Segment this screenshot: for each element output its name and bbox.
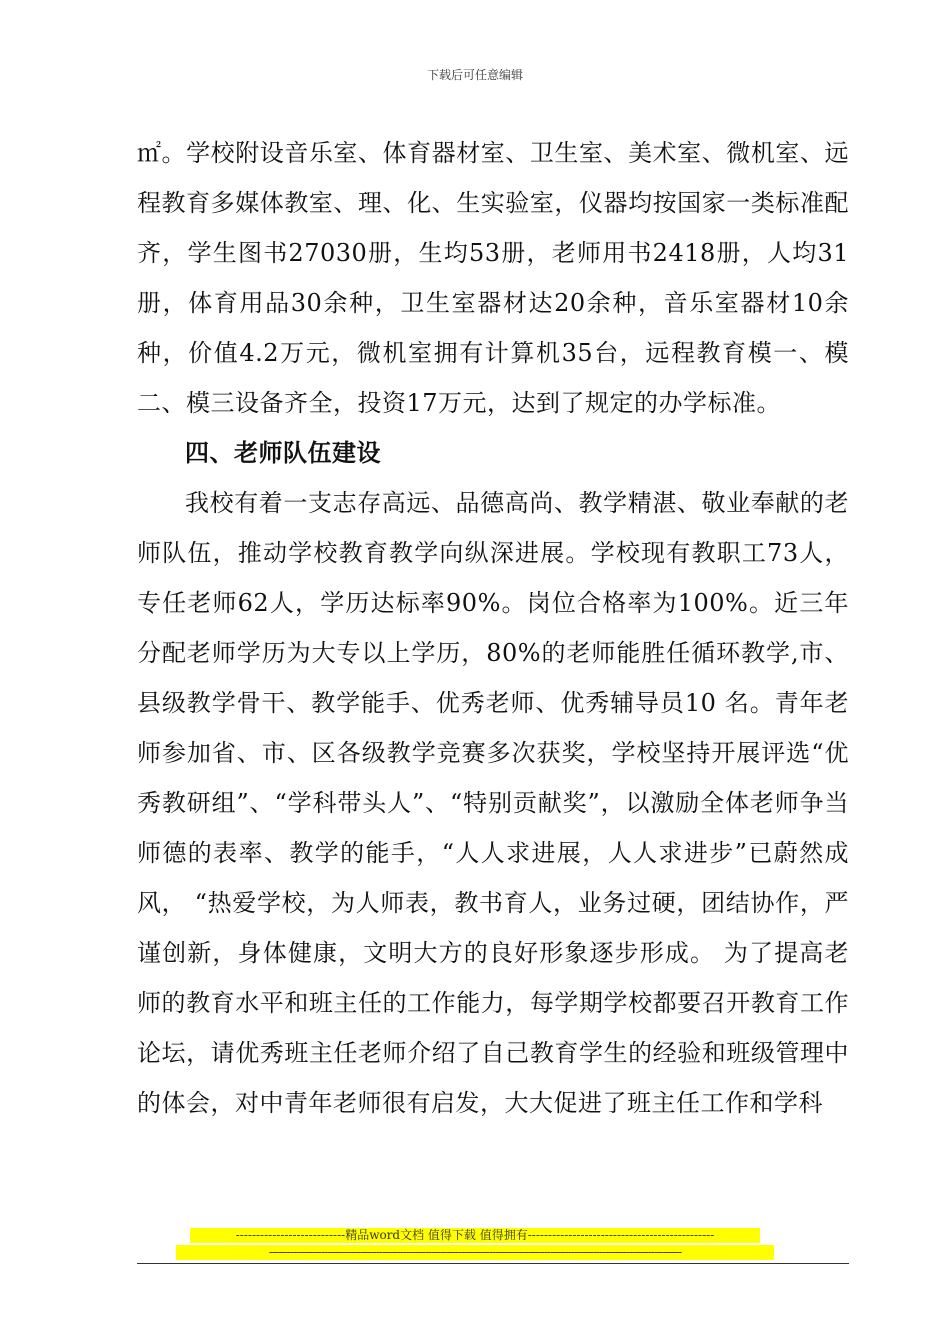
- footer-line-2: ---------------------------------------------------------------------------------------------------------------------------------------: [176, 1245, 774, 1260]
- page-header: 下载后可任意编辑: [426, 68, 523, 82]
- paragraph-facilities: ㎡。学校附设音乐室、体育器材室、卫生室、美术室、微机室、远程教育多媒体教室、理、化、生实验室，仪器均按国家一类标准配齐，学生图书27030册，生均53册，老师用书2418册，人均31册，体育用品30余种，卫生室器材达20余种，音乐室器材10余种，价值4.2万元，微机室拥有计算机35台，远程教育模一、模二、模三设备齐全，投资17万元，达到了规定的办学标准。: [137, 139, 849, 417]
- paragraph-teachers: 我校有着一支志存高远、品德高尚、教学精湛、敬业奉献的老师队伍，推动学校教育教学向纵深进展。学校现有教职工73人，专任老师62人，学历达标率90%。岗位合格率为100%。近三年分配老师学历为大专以上学历，80%的老师能胜任循环教学,市、县级教学骨干、教学能手、优秀老师、优秀辅导员10 名。青年老师参加省、市、区各级教学竞赛多次获奖，学校坚持开展评选“优秀教研组”、“学科带头人”、“特别贡献奖”，以激励全体老师争当师德的表率、教学的能手，“人人求进展，人人求进步”已蔚然成风， “热爱学校，为人师表，教书育人，业务过硬，团结协作，严谨创新，身体健康，文明大方的良好形象逐步形成。 为了提高老师的教育水平和班主任的工作能力，每学期学校都要召开教育工作论坛，请优秀班主任老师介绍了自己教育学生的经验和班级管理中的体会，对中青年老师很有启发，大大促进了班主任工作和学科: [137, 489, 849, 1117]
- section-heading: 四、老师队伍建设: [185, 438, 381, 467]
- footer-banner: [0, 1228, 950, 1260]
- document-body: [137, 128, 849, 1128]
- footer-rule: [137, 1263, 849, 1264]
- footer-line-1: ---------------------------精品word文档 值得下载 值得拥有----------------------------------------------: [190, 1228, 760, 1243]
